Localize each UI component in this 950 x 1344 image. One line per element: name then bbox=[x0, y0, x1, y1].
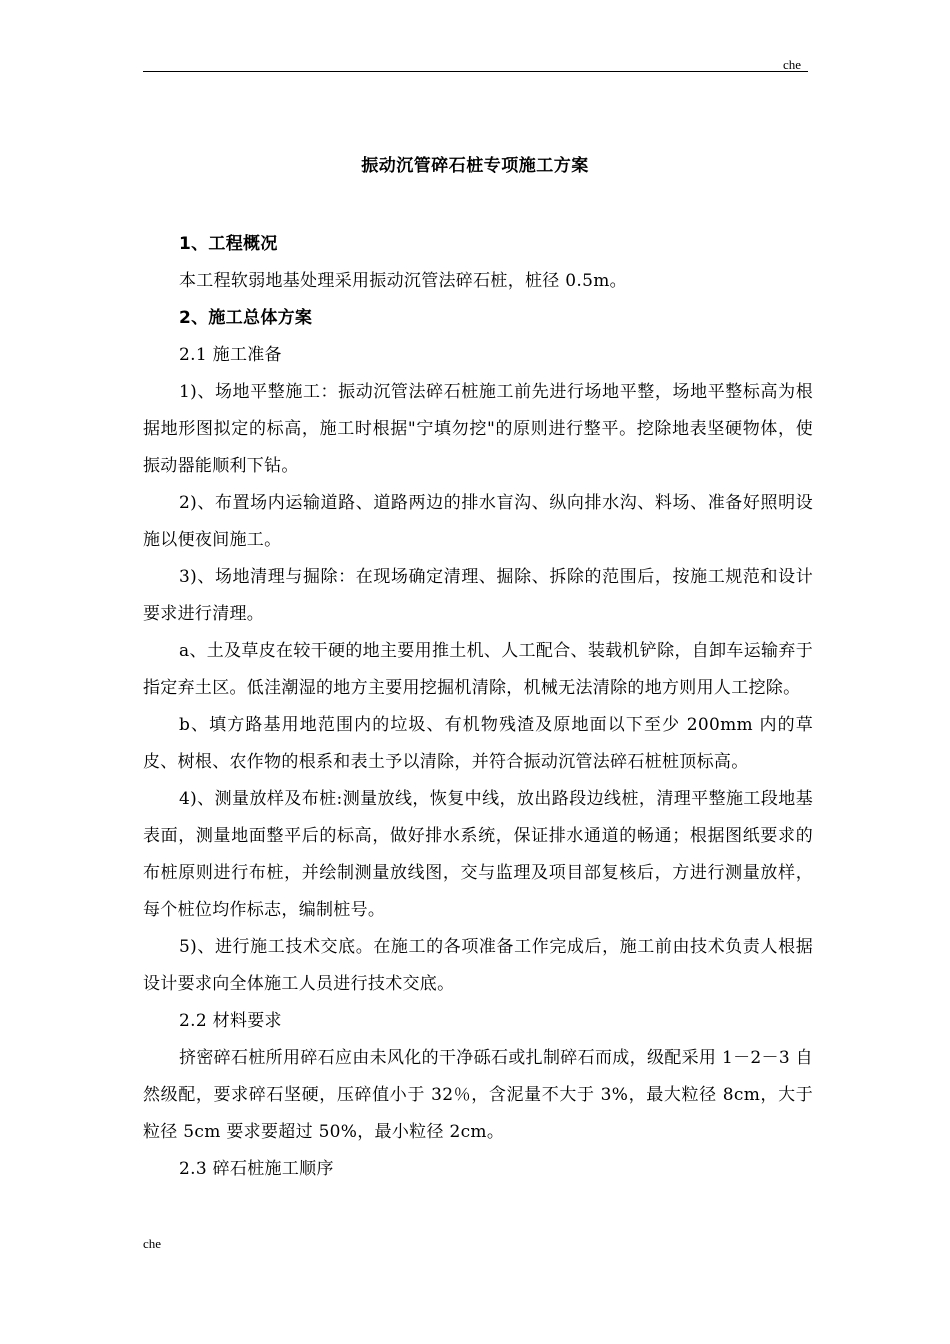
paragraph: a、土及草皮在较干硬的地主要用推土机、人工配合、装载机铲除，自卸车运输弃于指定弃土区。低洼潮湿的地方主要用挖掘机清除，机械无法清除的地方则用人工挖除。 bbox=[143, 641, 813, 698]
paragraph: b、填方路基用地范围内的垃圾、有机物残渣及原地面以下至少 200mm 内的草皮、树根、农作物的根系和表土予以清除，并符合振动沉管法碎石桩桩顶标高。 bbox=[143, 715, 813, 772]
section-heading-overview: 1、工程概况 bbox=[179, 234, 278, 254]
section-heading-plan: 2、施工总体方案 bbox=[179, 308, 313, 328]
paragraph: 4)、测量放样及布桩:测量放线，恢复中线，放出路段边线桩，清理平整施工段地基表面，测量地面整平后的标高，做好排水系统，保证排水通道的畅通；根据图纸要求的布桩原则进行布桩，并绘制测量放线图，交与监理及项目部复核后，方进行测量放样，每个桩位均作标志，编制桩号。 bbox=[143, 789, 813, 920]
paragraph: 3)、场地清理与掘除：在现场确定清理、掘除、拆除的范围后，按施工规范和设计要求进行清理。 bbox=[143, 567, 813, 624]
subsection-heading-preparation: 2.1 施工准备 bbox=[179, 345, 282, 365]
paragraph: 5)、进行施工技术交底。在施工的各项准备工作完成后，施工前由技术负责人根据设计要求向全体施工人员进行技术交底。 bbox=[143, 937, 813, 994]
paragraph: 挤密碎石桩所用碎石应由未风化的干净砾石或扎制碎石而成，级配采用 1－2－3 自然级配，要求碎石坚硬，压碎值小于 32％，含泥量不大于 3%，最大粒径 8cm，大于粒径 5cm 要求要超过 50%，最小粒径 2cm。 bbox=[143, 1048, 813, 1142]
page-footer-text: che bbox=[143, 1236, 162, 1251]
paragraph: 1)、场地平整施工：振动沉管法碎石桩施工前先进行场地平整，场地平整标高为根据地形图拟定的标高，施工时根据"宁填勿挖"的原则进行整平。挖除地表坚硬物体，使振动器能顺利下钻。 bbox=[143, 382, 813, 476]
subsection-heading-sequence: 2.3 碎石桩施工顺序 bbox=[179, 1159, 334, 1179]
paragraph: 本工程软弱地基处理采用振动沉管法碎石桩，桩径 0.5m。 bbox=[179, 271, 627, 291]
document-body bbox=[143, 226, 813, 1188]
header-rule bbox=[143, 71, 808, 72]
subsection-heading-materials: 2.2 材料要求 bbox=[179, 1011, 282, 1031]
page-header-text: che bbox=[783, 57, 802, 72]
paragraph: 2)、布置场内运输道路、道路两边的排水盲沟、纵向排水沟、料场、准备好照明设施以便夜间施工。 bbox=[143, 493, 813, 550]
document-title: 振动沉管碎石桩专项施工方案 bbox=[361, 156, 589, 176]
